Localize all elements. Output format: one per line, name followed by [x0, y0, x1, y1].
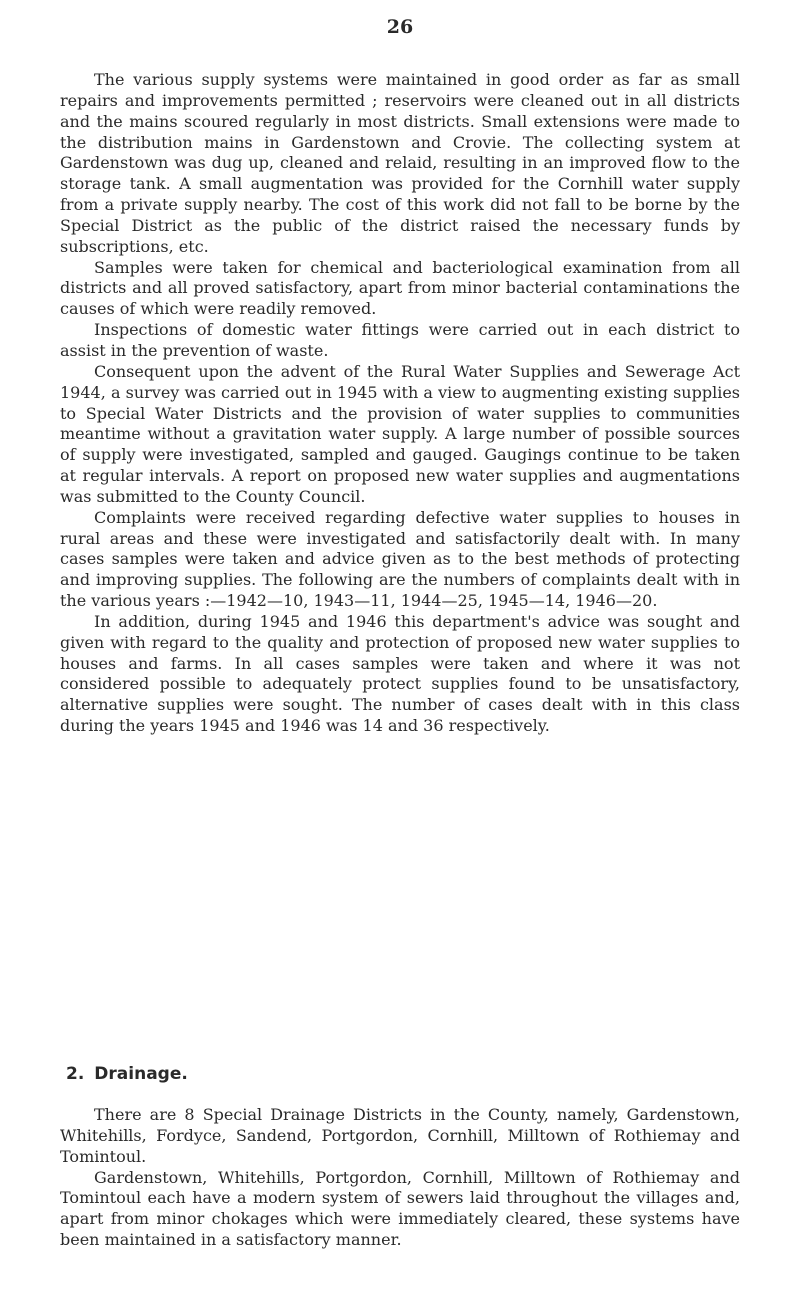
paragraph-supply-systems: The various supply systems were maintained in good order as far as small repairs and improvements permitted ; reservoirs were cleaned out in all districts and the mains scoured regularly in most districts. Small extensions were made to the distribution mains in Gardenstown and Crovie. The collecting system at Gardenstown was dug up, cleaned and relaid, resulting in an improved flow to the storage tank. A small augmentation was provided for the Cornhill water supply from a private supply nearby. The cost of this work did not fall to be borne by the Special District as the public of the district raised the necessary funds by subscriptions, etc.	[60, 70, 740, 256]
paragraph-survey: Consequent upon the advent of the Rural Water Supplies and Sewerage Act 1944, a survey was carried out in 1945 with a view to augmenting existing supplies to Special Water Districts and the provision of water supplies to communities meantime without a gravitation water supply. A large number of possible sources of supply were investigated, sampled and gauged. Gaugings continue to be taken at regular intervals. A report on proposed new water supplies and augmentations was submitted to the County Council.	[60, 361, 740, 506]
section-number: 2.	[66, 1064, 85, 1084]
paragraph-inspections: Inspections of domestic water fittings were carried out in each district to assist in the prevention of waste.	[60, 320, 740, 360]
paragraph-drainage-districts: There are 8 Special Drainage Districts in the County, namely, Gardenstown, Whitehills, Fordyce, Sandend, Portgordon, Cornhill, Milltown of Rothiemay and Tomintoul.	[60, 1105, 740, 1166]
drainage-section	[60, 1064, 740, 1251]
paragraph-complaints: Complaints were received regarding defective water supplies to houses in rural areas and these were investigated and satisfactorily dealt with. In many cases samples were taken and advice given as to the best methods of protecting and improving supplies. The following are the numbers of complaints dealt with in the various years :—1942—10, 1943—11, 1944—25, 1945—14, 1946—20.	[60, 507, 740, 611]
section-heading	[66, 1064, 740, 1084]
water-supply-section	[60, 70, 740, 737]
paragraph-sewer-systems: Gardenstown, Whitehills, Portgordon, Cornhill, Milltown of Rothiemay and Tomintoul each have a modern system of sewers laid throughout the villages and, apart from minor chokages which were immediately cleared, these systems have been maintained in a satisfactory manner.	[60, 1167, 740, 1250]
paragraph-samples: Samples were taken for chemical and bacteriological examination from all districts and all proved satisfactory, apart from minor bacterial contaminations the causes of which were readily removed.	[60, 257, 740, 319]
paragraph-advice: In addition, during 1945 and 1946 this department's advice was sought and given with regard to the quality and protection of proposed new water supplies to houses and farms. In all cases samples were taken and where it was not considered possible to adequately protect supplies found to be unsatisfactory, alternative supplies were sought. The number of cases dealt with in this class during the years 1945 and 1946 was 14 and 36 respectively.	[60, 611, 740, 736]
section-title: Drainage.	[94, 1064, 188, 1084]
page-number: 26	[386, 16, 414, 38]
